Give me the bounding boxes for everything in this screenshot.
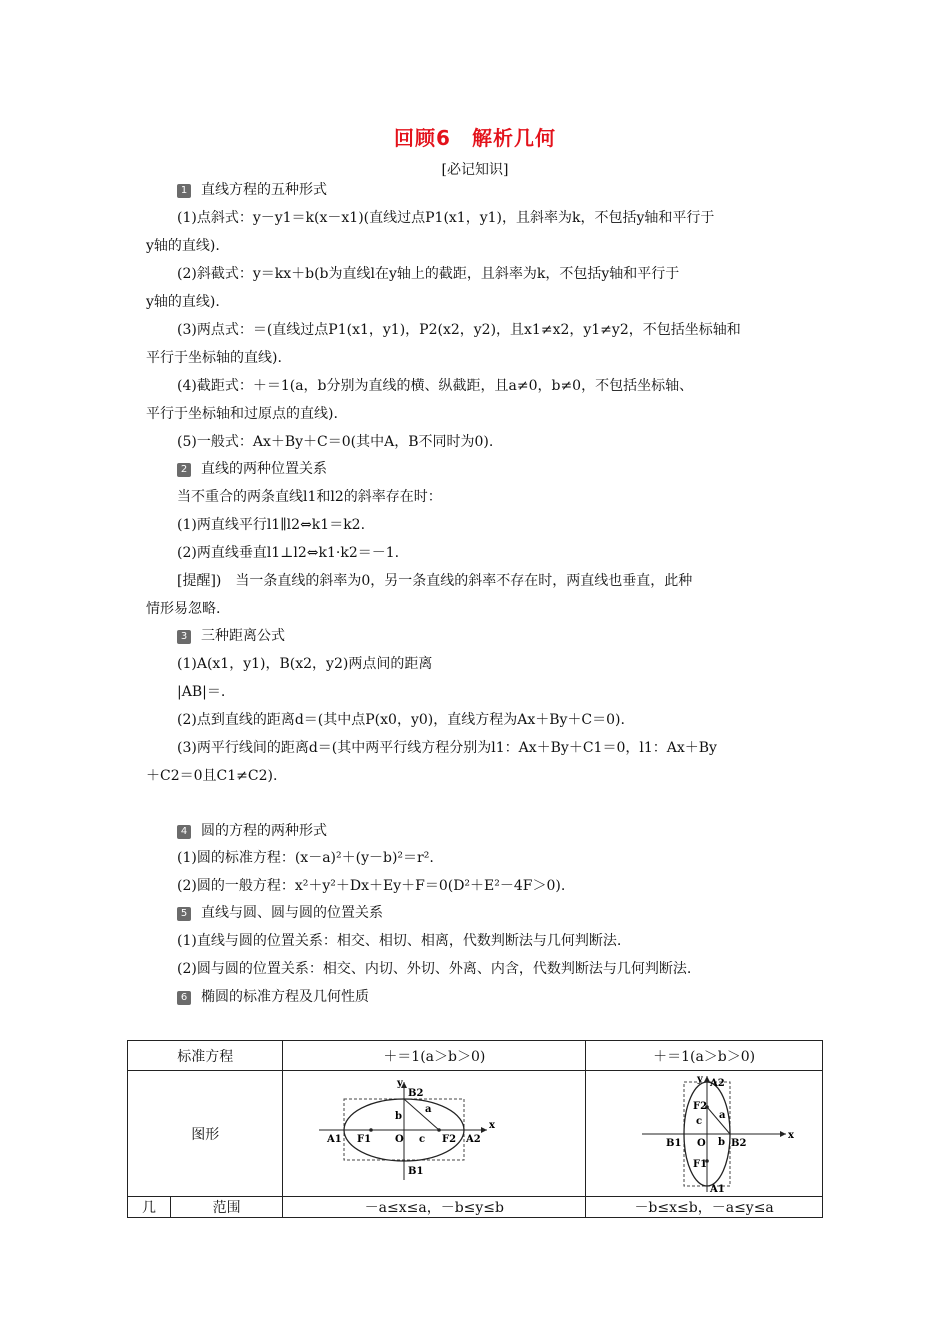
table-row <box>128 1197 823 1218</box>
fig2-label-F2: F2 <box>693 1100 708 1112</box>
fig2-label-a: a <box>719 1109 726 1121</box>
table-header-cell: 标准方程 <box>128 1041 283 1071</box>
text-line: (1)直线与圆的位置关系：相交、相切、相离，代数判断法与几何判断法. <box>177 933 622 949</box>
fig2-label-c: c <box>696 1115 703 1127</box>
fig1-label-x: x <box>489 1119 496 1131</box>
text-line: (2)两直线垂直l1⊥l2⇔k1·k2＝－1. <box>177 545 400 561</box>
number-badge: 2 <box>177 463 191 477</box>
fig1-label-a: a <box>425 1103 432 1115</box>
vertical-ellipse-figure <box>614 1074 794 1194</box>
fig1-label-b: b <box>395 1110 403 1122</box>
text-line: ＋C2＝0且C1≠C2). <box>146 768 278 784</box>
fig1-label-A1: A1 <box>327 1133 343 1145</box>
figure-cell-vertical <box>586 1071 823 1197</box>
figure-cell-horizontal <box>283 1071 586 1197</box>
text-line: 平行于坐标轴的直线). <box>146 350 282 366</box>
text-line: (1)两直线平行l1∥l2⇔k1＝k2. <box>177 517 366 533</box>
heading-line-line-circle: 5 直线与圆、圆与圆的位置关系 <box>177 903 383 923</box>
fig2-label-F1: F1 <box>693 1158 708 1170</box>
table-header-cell: ＋＝1(a＞b＞0) <box>586 1041 823 1071</box>
horizontal-ellipse-figure <box>309 1076 559 1192</box>
text-line: 平行于坐标轴和过原点的直线). <box>146 406 338 422</box>
table-cell: －b≤x≤b，－a≤y≤a <box>586 1197 823 1218</box>
fig2-label-y: y <box>697 1073 703 1085</box>
text-line: (1)圆的标准方程：(x－a)²＋(y－b)²＝r². <box>177 850 434 866</box>
fig1-label-O: O <box>395 1133 405 1145</box>
fig1-label-c: c <box>419 1133 426 1145</box>
table-cell: 范围 <box>170 1197 283 1218</box>
text-line: 当不重合的两条直线l1和l2的斜率存在时： <box>177 489 442 505</box>
fig1-label-B2: B2 <box>408 1087 424 1099</box>
text-line: 情形易忽略. <box>146 601 221 617</box>
fig1-label-A2: A2 <box>466 1133 482 1145</box>
fig2-label-B2: B2 <box>731 1137 747 1149</box>
table-header-cell: ＋＝1(a＞b＞0) <box>283 1041 586 1071</box>
section-subtitle: [必记知识] <box>441 162 509 178</box>
number-badge: 3 <box>177 630 191 644</box>
fig1-label-y: y <box>397 1077 404 1089</box>
text-line: (2)圆与圆的位置关系：相交、内切、外切、外离、内含，代数判断法与几何判断法. <box>177 961 692 977</box>
ellipse-table <box>127 1040 823 1218</box>
fig2-label-B1: B1 <box>666 1137 682 1149</box>
fig1-label-F2: F2 <box>442 1133 457 1145</box>
text-line: (1)点斜式：y－y1＝k(x－x1)(直线过点P1(x1，y1)，且斜率为k，不包括y轴和平行于 <box>177 210 715 226</box>
text-line: (5)一般式：Ax＋By＋C＝0(其中A，B不同时为0). <box>177 434 494 450</box>
text-line: [提醒]) 当一条直线的斜率为0，另一条直线的斜率不存在时，两直线也垂直，此种 <box>177 573 693 589</box>
table-cell: 图形 <box>128 1071 283 1197</box>
table-row <box>128 1071 823 1197</box>
text-line: (2)圆的一般方程：x²＋y²＋Dx＋Ey＋F＝0(D²＋E²－4F＞0). <box>177 878 566 894</box>
text-line: (4)截距式：＋＝1(a，b分别为直线的横、纵截距，且a≠0，b≠0，不包括坐标轴、 <box>177 378 694 394</box>
fig2-label-b: b <box>718 1136 726 1148</box>
text-line: (2)点到直线的距离d＝(其中点P(x0，y0)，直线方程为Ax＋By＋C＝0). <box>177 712 625 728</box>
text-line: y轴的直线). <box>146 238 220 254</box>
heading-line-forms: 1 直线方程的五种形式 <box>177 180 327 200</box>
heading-line-ellipse: 6 椭圆的标准方程及几何性质 <box>177 987 369 1007</box>
page-title: 回顾6 解析几何 <box>394 126 556 150</box>
heading-line-circle: 4 圆的方程的两种形式 <box>177 821 327 841</box>
fig1-label-B1: B1 <box>408 1165 424 1177</box>
number-badge: 6 <box>177 991 191 1005</box>
fig2-label-O: O <box>697 1137 706 1149</box>
table-row <box>128 1041 823 1071</box>
heading-line-relations: 2 直线的两种位置关系 <box>177 459 327 479</box>
number-badge: 4 <box>177 825 191 839</box>
fig2-label-x: x <box>788 1129 795 1141</box>
text-line: (3)两点式：＝(直线过点P1(x1，y1)，P2(x2，y2)，且x1≠x2，y1≠y2，不包括坐标轴和 <box>177 322 741 338</box>
text-line: (3)两平行线间的距离d＝(其中两平行线方程分别为l1：Ax＋By＋C1＝0，l1：Ax＋By <box>177 740 717 756</box>
table-cell: 几 <box>128 1197 171 1218</box>
text-line: (1)A(x1，y1)，B(x2，y2)两点间的距离 <box>177 656 433 672</box>
fig2-label-A2: A2 <box>710 1077 725 1089</box>
table-cell: －a≤x≤a，－b≤y≤b <box>283 1197 586 1218</box>
text-line: |AB|＝. <box>177 684 226 700</box>
number-badge: 1 <box>177 184 191 198</box>
heading-line-distance: 3 三种距离公式 <box>177 626 285 646</box>
text-line: y轴的直线). <box>146 294 220 310</box>
fig2-label-A1: A1 <box>710 1183 725 1194</box>
number-badge: 5 <box>177 907 191 921</box>
text-line: (2)斜截式：y＝kx＋b(b为直线l在y轴上的截距，且斜率为k，不包括y轴和平行于 <box>177 266 680 282</box>
fig1-label-F1: F1 <box>357 1133 372 1145</box>
